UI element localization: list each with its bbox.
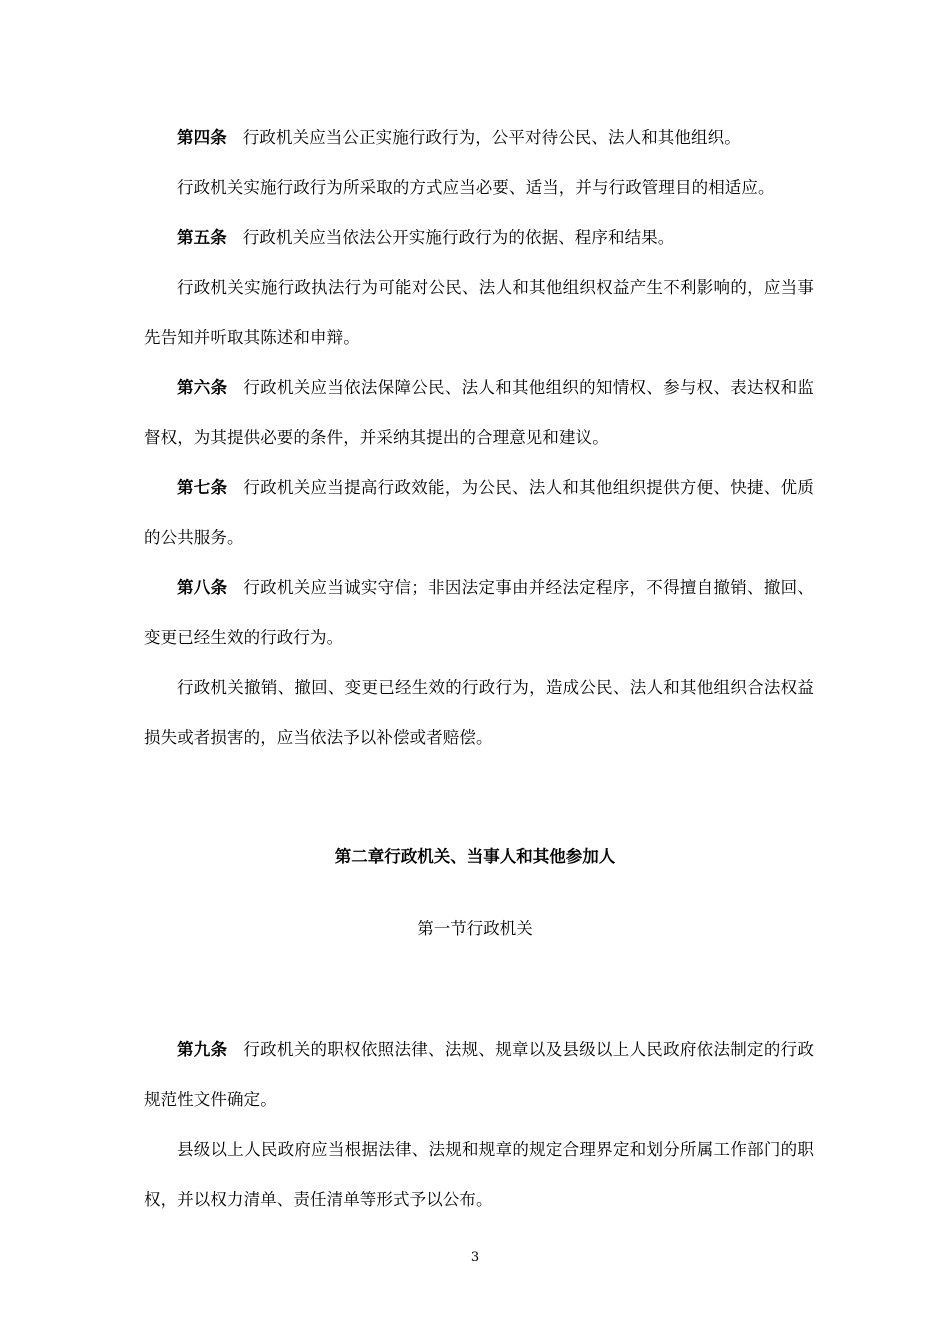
article-label: 第六条 [177, 378, 228, 397]
paragraph-text: 行政机关的职权依照法律、法规、规章以及县级以上人民政府依法制定的行政规范性文件确定。 [144, 1040, 814, 1109]
article-9-paragraph [144, 1025, 814, 1125]
article-4-paragraph-2 [144, 163, 814, 213]
paragraph-text: 行政机关应当依法保障公民、法人和其他组织的知情权、参与权、表达权和监督权，为其提供必要的条件，并采纳其提出的合理意见和建议。 [144, 378, 814, 447]
article-label: 第七条 [177, 478, 228, 497]
paragraph-text: 行政机关应当公正实施行政行为，公平对待公民、法人和其他组织。 [242, 128, 741, 147]
article-4-paragraph [144, 113, 814, 163]
article-5-paragraph [144, 213, 814, 263]
article-6-paragraph [144, 363, 814, 463]
chapter-title: 第二章行政机关、当事人和其他参加人 [334, 847, 616, 866]
article-5-paragraph-2 [144, 263, 814, 363]
paragraph-text: 行政机关应当诚实守信；非因法定事由并经法定程序，不得擅自撤销、撤回、变更已经生效的行政行为。 [144, 578, 814, 647]
article-8-paragraph-2 [144, 663, 814, 763]
paragraph-text: 县级以上人民政府应当根据法律、法规和规章的规定合理界定和划分所属工作部门的职权，并以权力清单、责任清单等形式予以公布。 [144, 1140, 814, 1209]
article-7-paragraph [144, 463, 814, 563]
article-8-paragraph [144, 563, 814, 663]
article-label: 第四条 [177, 128, 227, 147]
paragraph-text: 行政机关撤销、撤回、变更已经生效的行政行为，造成公民、法人和其他组织合法权益损失或者损害的，应当依法予以补偿或者赔偿。 [144, 678, 814, 747]
paragraph-text: 行政机关应当依法公开实施行政行为的依据、程序和结果。 [242, 228, 675, 247]
article-label: 第八条 [177, 578, 228, 597]
article-9-paragraph-2 [144, 1125, 814, 1225]
paragraph-text: 行政机关应当提高行政效能，为公民、法人和其他组织提供方便、快捷、优质的公共服务。 [144, 478, 814, 547]
page-number: 3 [470, 1250, 480, 1265]
paragraph-text: 行政机关实施行政行为所采取的方式应当必要、适当，并与行政管理目的相适应。 [177, 178, 775, 197]
paragraph-text: 行政机关实施行政执法行为可能对公民、法人和其他组织权益产生不利影响的，应当事先告知并听取其陈述和申辩。 [144, 278, 814, 347]
article-label: 第九条 [177, 1040, 228, 1059]
section-title: 第一节行政机关 [417, 919, 533, 938]
article-label: 第五条 [177, 228, 227, 247]
